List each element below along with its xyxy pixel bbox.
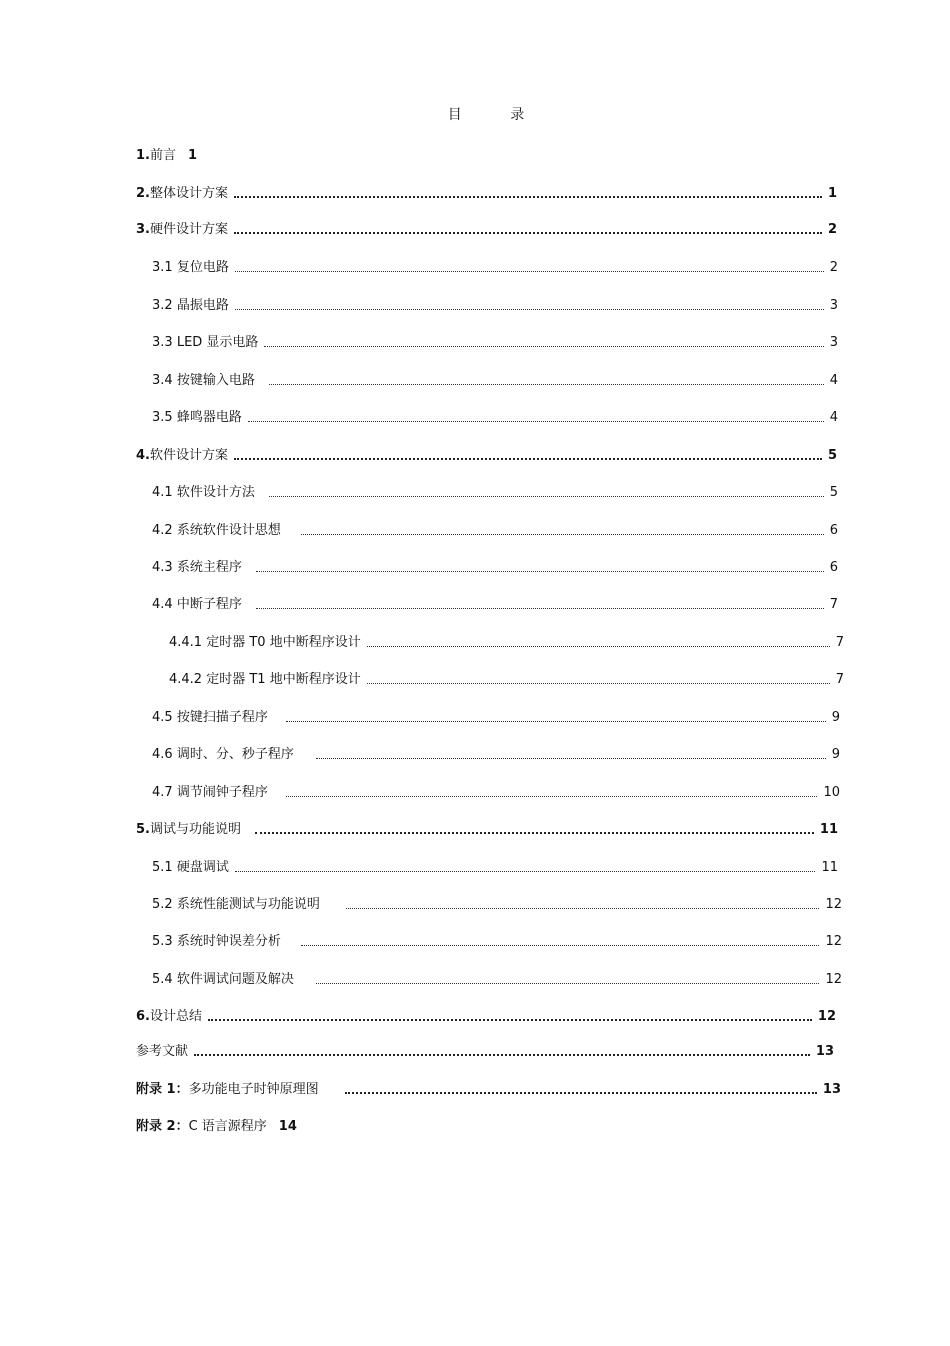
toc-entry-2[interactable] <box>136 184 837 204</box>
toc-entry-4-4-2[interactable] <box>169 670 844 690</box>
toc-entry-page: 13 <box>822 1082 841 1097</box>
toc-entry-number: 1. <box>136 148 150 163</box>
toc-entry-label: 按键输入电路 <box>176 373 255 388</box>
toc-leader-dots <box>255 832 814 834</box>
toc-entry-number: 5.4 <box>152 972 173 987</box>
toc-entry-4-5[interactable] <box>152 708 840 728</box>
toc-entry-page: 3 <box>829 298 838 313</box>
toc-entry-page: 7 <box>835 635 844 650</box>
toc-entry-number: 4.6 <box>152 747 173 762</box>
toc-entry-number: 4.4.2 <box>169 672 203 687</box>
toc-entry-4-4-1[interactable] <box>169 633 844 653</box>
toc-entry-label: 按键扫描子程序 <box>176 710 268 725</box>
toc-leader-dots <box>286 796 818 797</box>
toc-entry-number: 5.3 <box>152 934 173 949</box>
toc-entry-3-1[interactable] <box>152 258 838 278</box>
toc-entry-number: 2. <box>136 186 150 201</box>
toc-entry-page: 11 <box>821 860 838 875</box>
toc-entry-page: 5 <box>827 448 837 463</box>
toc-entry-page: 13 <box>815 1044 834 1059</box>
toc-entry-label: 前言 <box>149 148 176 163</box>
toc-leader-dots <box>301 945 820 946</box>
toc-leader-dots <box>346 908 820 909</box>
toc-leader-dots <box>235 309 824 310</box>
toc-entry-number: 3.4 <box>152 373 173 388</box>
toc-entry-label: 系统时钟误差分析 <box>176 934 281 949</box>
toc-entry-4-1[interactable] <box>152 483 838 503</box>
toc-entry-3[interactable] <box>136 220 837 240</box>
toc-leader-dots <box>234 232 822 234</box>
toc-entry-page: 3 <box>829 335 838 350</box>
toc-entry-label: LED 显示电路 <box>176 335 259 350</box>
toc-entry-page: 6 <box>829 523 838 538</box>
toc-entry-4-2[interactable] <box>152 521 838 541</box>
toc-entry-label: 调节闹钟子程序 <box>176 785 268 800</box>
toc-leader-dots <box>234 196 822 198</box>
toc-entry-page: 9 <box>831 747 840 762</box>
toc-leader-dots <box>269 384 824 385</box>
toc-entry-label: 设计总结 <box>149 1009 202 1024</box>
toc-entry-5-2[interactable] <box>152 895 842 915</box>
toc-entry-page: 2 <box>827 222 837 237</box>
toc-entry-4-3[interactable] <box>152 558 838 578</box>
toc-entry-number: 5.2 <box>152 897 173 912</box>
toc-entry-5-4[interactable] <box>152 970 842 990</box>
toc-entry-5[interactable] <box>136 820 838 840</box>
toc-entry-3-3[interactable] <box>152 333 838 353</box>
toc-leader-dots <box>367 683 830 684</box>
toc-entry-page: 5 <box>829 485 838 500</box>
toc-leader-dots <box>301 534 824 535</box>
toc-entry-page: 7 <box>835 672 844 687</box>
toc-entry-5-3[interactable] <box>152 932 842 952</box>
toc-entry-page: 4 <box>829 373 838 388</box>
toc-entry-page: 2 <box>829 260 838 275</box>
toc-entry-label: 软件设计方法 <box>176 485 255 500</box>
toc-entry-number: 4.7 <box>152 785 173 800</box>
toc-title: 目 录 <box>447 107 547 123</box>
toc-entry-1[interactable] <box>136 146 197 166</box>
toc-entry-3-4[interactable] <box>152 371 838 391</box>
toc-entry-label: 软件调试问题及解决 <box>176 972 294 987</box>
toc-leader-dots <box>256 608 824 609</box>
toc-leader-dots <box>367 646 830 647</box>
toc-entry-number: 附录 1： <box>136 1082 189 1097</box>
toc-entry-label: 中断子程序 <box>176 597 242 612</box>
toc-leader-dots <box>208 1019 812 1021</box>
toc-leader-dots <box>235 871 816 872</box>
toc-entry-page: 11 <box>819 822 838 837</box>
toc-entry-references[interactable] <box>136 1042 834 1062</box>
toc-entry-number: 4.5 <box>152 710 173 725</box>
toc-entry-appendix-2[interactable] <box>136 1117 297 1137</box>
toc-entry-number: 4.4.1 <box>169 635 203 650</box>
toc-entry-page: 14 <box>278 1119 297 1134</box>
toc-entry-page: 7 <box>829 597 838 612</box>
toc-entry-number: 4.1 <box>152 485 173 500</box>
toc-entry-number: 4.3 <box>152 560 173 575</box>
toc-entry-number: 3. <box>136 222 150 237</box>
toc-entry-page: 1 <box>827 186 837 201</box>
toc-entry-4[interactable] <box>136 446 837 466</box>
toc-entry-3-2[interactable] <box>152 296 838 316</box>
toc-entry-page: 12 <box>825 897 842 912</box>
toc-leader-dots <box>234 458 822 460</box>
toc-entry-number: 4.2 <box>152 523 173 538</box>
toc-entry-number: 4.4 <box>152 597 173 612</box>
toc-entry-label: 硬件设计方案 <box>149 222 228 237</box>
toc-entry-label: 软件设计方案 <box>149 448 228 463</box>
toc-entry-label: 整体设计方案 <box>149 186 228 201</box>
toc-entry-label: 系统主程序 <box>176 560 242 575</box>
toc-entry-number: 3.2 <box>152 298 173 313</box>
toc-leader-dots <box>248 421 824 422</box>
toc-entry-page: 1 <box>188 148 198 163</box>
toc-leader-dots <box>264 346 823 347</box>
toc-entry-3-5[interactable] <box>152 408 838 428</box>
toc-leader-dots <box>286 721 826 722</box>
toc-entry-label: 调时、分、秒子程序 <box>176 747 294 762</box>
toc-leader-dots <box>235 271 824 272</box>
toc-leader-dots <box>269 496 824 497</box>
toc-entry-label: 定时器 T0 地中断程序设计 <box>206 635 361 650</box>
toc-entry-number: 6. <box>136 1009 150 1024</box>
toc-entry-label: 系统性能测试与功能说明 <box>176 897 320 912</box>
toc-entry-label: 参考文献 <box>136 1044 189 1059</box>
toc-entry-label: 蜂鸣器电路 <box>176 410 242 425</box>
toc-entry-label: 定时器 T1 地中断程序设计 <box>206 672 361 687</box>
toc-entry-page: 9 <box>831 710 840 725</box>
toc-entry-number: 4. <box>136 448 150 463</box>
toc-entry-page: 12 <box>825 972 842 987</box>
toc-entry-label: 复位电路 <box>176 260 229 275</box>
toc-entry-label: 晶振电路 <box>176 298 229 313</box>
toc-entry-number: 3.3 <box>152 335 173 350</box>
toc-leader-dots <box>316 758 826 759</box>
toc-entry-5-1[interactable] <box>152 858 838 878</box>
toc-entry-number: 3.1 <box>152 260 173 275</box>
toc-entry-label: C 语言源程序 <box>188 1119 267 1134</box>
toc-entry-page: 4 <box>829 410 838 425</box>
toc-entry-number: 3.5 <box>152 410 173 425</box>
toc-entry-appendix-1[interactable] <box>136 1080 841 1100</box>
toc-entry-number: 附录 2： <box>136 1119 189 1134</box>
toc-entry-4-7[interactable] <box>152 783 840 803</box>
toc-entry-6[interactable] <box>136 1007 836 1027</box>
toc-entry-4-4[interactable] <box>152 595 838 615</box>
toc-entry-4-6[interactable] <box>152 745 840 765</box>
toc-entry-page: 6 <box>829 560 838 575</box>
toc-entry-page: 12 <box>825 934 842 949</box>
toc-entry-label: 调试与功能说明 <box>149 822 241 837</box>
toc-leader-dots <box>345 1092 817 1094</box>
toc-leader-dots <box>256 571 824 572</box>
toc-entry-page: 10 <box>823 785 840 800</box>
toc-leader-dots <box>316 983 820 984</box>
toc-entry-page: 12 <box>817 1009 836 1024</box>
toc-entry-label: 多功能电子时钟原理图 <box>188 1082 319 1097</box>
toc-entry-number: 5. <box>136 822 150 837</box>
toc-entry-label: 系统软件设计思想 <box>176 523 281 538</box>
toc-entry-number: 5.1 <box>152 860 173 875</box>
toc-entry-label: 硬盘调试 <box>176 860 229 875</box>
toc-leader-dots <box>194 1054 810 1056</box>
